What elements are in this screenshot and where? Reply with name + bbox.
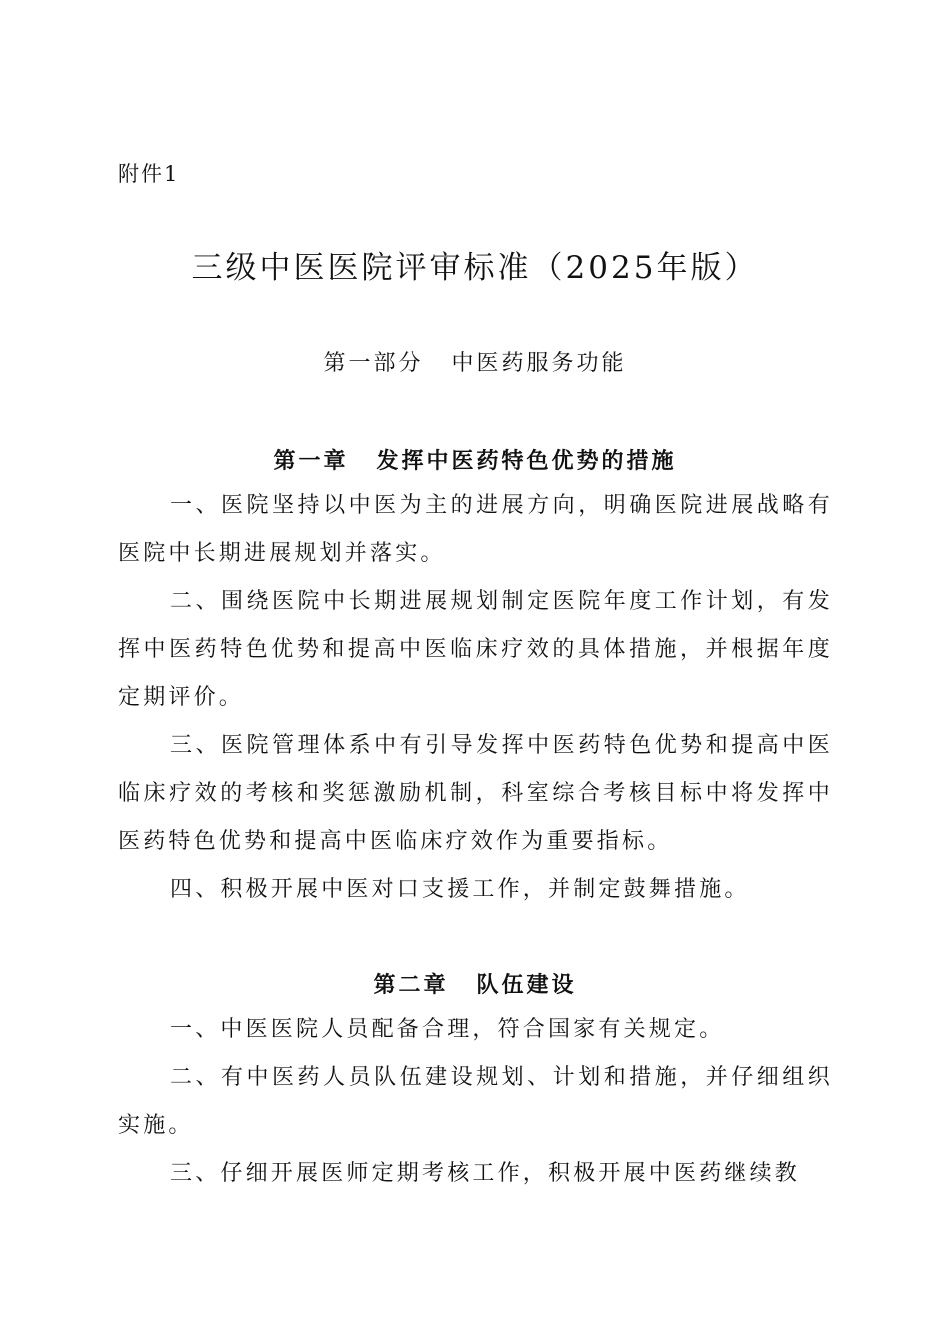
chapter-title: 队伍建设: [476, 972, 577, 998]
chapter1-item-1: 一、医院坚持以中医为主的进展方向，明确医院进展战略有医院中长期进展规划并落实。: [118, 493, 833, 566]
chapter-number: 第一章: [273, 448, 349, 474]
chapter-title: 发挥中医药特色优势的措施: [376, 448, 677, 474]
document-title: 三级中医医院评审标准（2025年版）: [191, 250, 759, 286]
part-title: 中医药服务功能: [451, 351, 627, 376]
chapter-heading-2: [0, 968, 950, 999]
chapter2-item-1: 一、中医医院人员配备合理，符合国家有关规定。: [170, 1017, 725, 1042]
chapter1-item-2: 二、围绕医院中长期进展规划制定医院年度工作计划，有发挥中医药特色优势和提高中医临床疗效的具体措施，并根据年度定期评价。: [118, 589, 833, 710]
part-heading: [0, 346, 950, 377]
chapter2-item-3: 三、仔细开展医师定期考核工作，积极开展中医药继续教: [170, 1161, 801, 1186]
chapter-heading-1: [0, 444, 950, 475]
chapter1-item-3: 三、医院管理体系中有引导发挥中医药特色优势和提高中医临床疗效的考核和奖惩激励机制，科室综合考核目标中将发挥中医药特色优势和提高中医临床疗效作为重要指标。: [118, 733, 833, 854]
part-number: 第一部分: [323, 351, 424, 376]
attachment-label: 附件1: [118, 162, 180, 186]
chapter2-item-2: 二、有中医药人员队伍建设规划、计划和措施，并仔细组织实施。: [118, 1065, 833, 1138]
chapter1-item-4: 四、积极开展中医对口支援工作，并制定鼓舞措施。: [170, 877, 750, 902]
chapter-number: 第二章: [373, 972, 449, 998]
